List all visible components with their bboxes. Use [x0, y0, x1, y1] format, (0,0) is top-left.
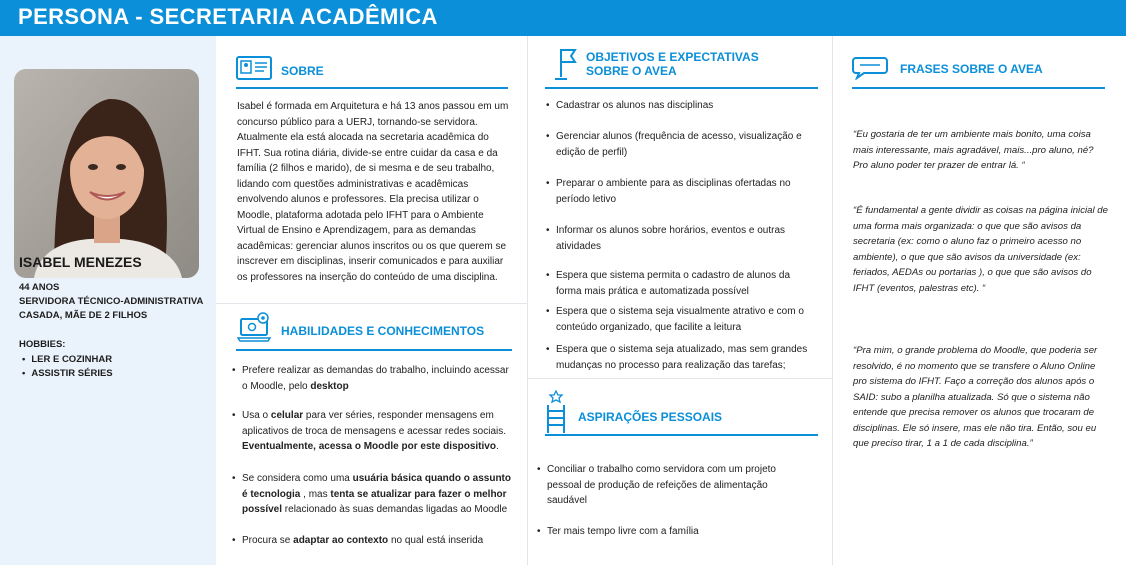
goal-item: • Preparar o ambiente para as disciplinas ofertadas no período letivo — [546, 176, 814, 207]
aspiration-item: • Conciliar o trabalho como servidora com um projeto pessoal de produção de refeições de alimentação saudável — [537, 462, 805, 509]
title-rule — [545, 434, 818, 436]
quote-2: “É fundamental a gente dividir as coisas na página inicial de uma forma mais organizada: o que que são avisos da secretaria (ex: como o aluno faz o primeiro acesso no ambiente), o que que são avisos da universidade (ex: feriados, AEDAs ou portarias ), o que que são avisos do IFHT (eventos, palestras etc). “ — [853, 205, 1108, 294]
aspirations-title: ASPIRAÇÕES PESSOAIS — [578, 410, 723, 424]
column-divider — [832, 36, 833, 565]
page-header — [0, 0, 1126, 36]
about-text: Isabel é formada em Arquitetura e há 13 anos passou em um concurso público para a UERJ, tornando-se servidora. Atualmente ela está alocada na secretaria acadêmica do IFHT. Sua rotina diária, divide-se entre cuidar da casa e da família (2 filhos e marido), de si mesma e de seu trabalho, lidando com questões administrativas e acadêmicas envolvendo alunos e professores. Ela precisa utilizar o Moodle, plataforma adotada pelo IFHT para o Ambiente Virtual de Ensino e Aprendizagem, para as demandas acadêmicas: gerenciar alunos inscritos ou os que querem se inscrever em disciplinas, inserir comunicados e para auxiliar os professores na inserção do conteúdo de uma disciplina. — [237, 101, 509, 283]
persona-age: 44 ANOS — [19, 282, 60, 293]
persona-role: SERVIDORA TÉCNICO-ADMINISTRATIVA — [19, 296, 204, 307]
hobbies-list — [22, 353, 113, 381]
profile-card-icon — [236, 56, 272, 85]
persona-info — [19, 281, 203, 323]
skill-item: • Prefere realizar as demandas do trabalho, incluindo acessar o Moodle, pelo desktop — [232, 363, 516, 394]
goals-title-line1: OBJETIVOS E EXPECTATIVAS — [586, 50, 759, 64]
skill-item: • Se considera como uma usuária básica quando o assunto é tecnologia , mas tenta se atualizar para fazer o melhor possível relacionado às suas demandas ligadas ao Moodle — [232, 471, 516, 518]
skills-title: HABILIDADES E CONHECIMENTOS — [281, 324, 485, 338]
row-divider — [216, 303, 527, 304]
goal-item: • Cadastrar os alunos nas disciplinas — [546, 98, 713, 114]
hobby-item: • LER E COZINHAR — [22, 353, 113, 367]
persona-name: ISABEL MENEZES — [19, 254, 142, 270]
goal-item: • Gerenciar alunos (frequência de acesso, visualização e edição de perfil) — [546, 129, 814, 160]
persona-profile — [0, 36, 216, 565]
title-rule — [236, 349, 512, 351]
skill-item: • Usa o celular para ver séries, responder mensagens em aplicativos de troca de mensagens e acessar redes sociais. Eventualmente, acessa o Moodle por este dispositivo. — [232, 408, 516, 455]
page-title: PERSONA - SECRETARIA ACADÊMICA — [18, 4, 438, 29]
title-rule — [545, 87, 818, 89]
quote-1: “Eu gostaria de ter um ambiente mais bonito, uma coisa mais interessante, mais agradável, mais...pro aluno, né? Pro aluno poder ter prazer de entrar lá. “ — [853, 129, 1094, 171]
about-title: SOBRE — [281, 64, 324, 78]
title-rule — [236, 87, 508, 89]
column-divider — [527, 36, 528, 565]
quotes-title: FRASES SOBRE O AVEA — [900, 62, 1043, 76]
goal-item: • Informar os alunos sobre horários, eventos e outras atividades — [546, 223, 814, 254]
flag-icon — [553, 47, 579, 86]
skill-item: • Procura se adaptar ao contexto no qual está inserida — [232, 533, 483, 549]
speech-bubble-icon — [852, 56, 888, 85]
hobbies-title: HOBBIES: — [19, 339, 66, 350]
quote-3: “Pra mim, o grande problema do Moodle, que poderia ser resolvido, é no momento que se transfere o Aluno Online pro sistema do IFHT. Faço a correção dos alunos após o SAID: subo a planilha atualizada. Só que o sistema não entende que precisa remover os alunos que trocaram de disciplinas. Ele só insere, mas ele não tira. Então, sou eu que preciso tirar, 1 a 1 de cada disciplina.” — [853, 345, 1098, 449]
goal-item: • Espera que o sistema seja visualmente atrativo e com o conteúdo organizado, que facilite a leitura — [546, 304, 814, 335]
goal-item: • Espera que sistema permita o cadastro de alunos da forma mais prática e automatizada possível — [546, 268, 814, 299]
goal-item: • Espera que o sistema seja atualizado, mas sem grandes mudanças no processo para realização das tarefas; — [546, 342, 814, 373]
ladder-star-icon — [544, 390, 568, 439]
persona-status: CASADA, MÃE DE 2 FILHOS — [19, 310, 148, 321]
persona-photo — [14, 69, 199, 278]
goals-title-line2: SOBRE O AVEA — [586, 64, 677, 78]
laptop-gear-icon — [237, 311, 273, 348]
hobby-item: • ASSISTIR SÉRIES — [22, 367, 113, 381]
row-divider — [528, 378, 832, 379]
goals-title — [586, 50, 759, 78]
aspiration-item: • Ter mais tempo livre com a família — [537, 524, 699, 540]
title-rule — [852, 87, 1105, 89]
